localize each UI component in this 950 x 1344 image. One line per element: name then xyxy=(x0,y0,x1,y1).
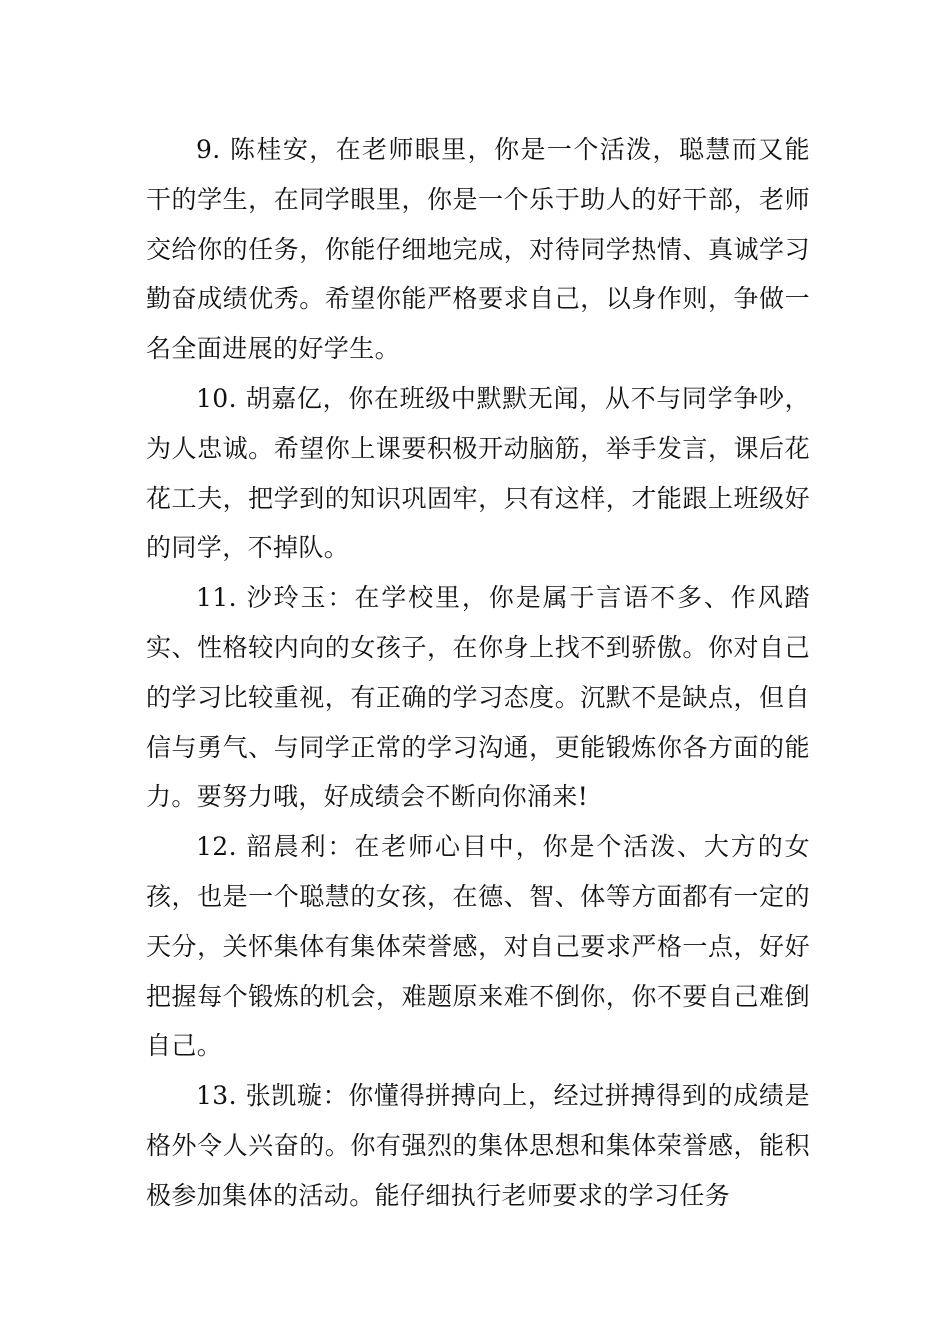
paragraph-12: 12. 韶晨利：在老师心目中，你是个活泼、大方的女孩，也是一个聪慧的女孩，在德、智、体等方面都有一定的天分，关怀集体有集体荣誉感，对自己要求严格一点，好好把握每个锻炼的机会，难题原来难不倒你，你不要自己难倒自己。 xyxy=(146,832,810,1061)
document-body xyxy=(146,125,810,1221)
paragraph-11: 11. 沙玲玉：在学校里，你是属于言语不多、作风踏实、性格较内向的女孩子，在你身上找不到骄傲。你对自己的学习比较重视，有正确的学习态度。沉默不是缺点，但自信与勇气、与同学正常的学习沟通，更能锻炼你各方面的能力。要努力哦，好成绩会不断向你涌来! xyxy=(146,583,810,812)
paragraph-9: 9. 陈桂安，在老师眼里，你是一个活泼，聪慧而又能干的学生，在同学眼里，你是一个乐于助人的好干部，老师交给你的任务，你能仔细地完成，对待同学热情、真诚学习勤奋成绩优秀。希望你能严格要求自己，以身作则，争做一名全面进展的好学生。 xyxy=(146,135,810,364)
paragraph-10: 10. 胡嘉亿，你在班级中默默无闻，从不与同学争吵，为人忠诚。希望你上课要积极开动脑筋，举手发言，课后花花工夫，把学到的知识巩固牢，只有这样，才能跟上班级好的同学，不掉队。 xyxy=(146,383,810,563)
paragraph-13: 13. 张凯璇：你懂得拼搏向上，经过拼搏得到的成绩是格外令人兴奋的。你有强烈的集体思想和集体荣誉感，能积极参加集体的活动。能仔细执行老师要求的学习任务 xyxy=(146,1081,810,1210)
